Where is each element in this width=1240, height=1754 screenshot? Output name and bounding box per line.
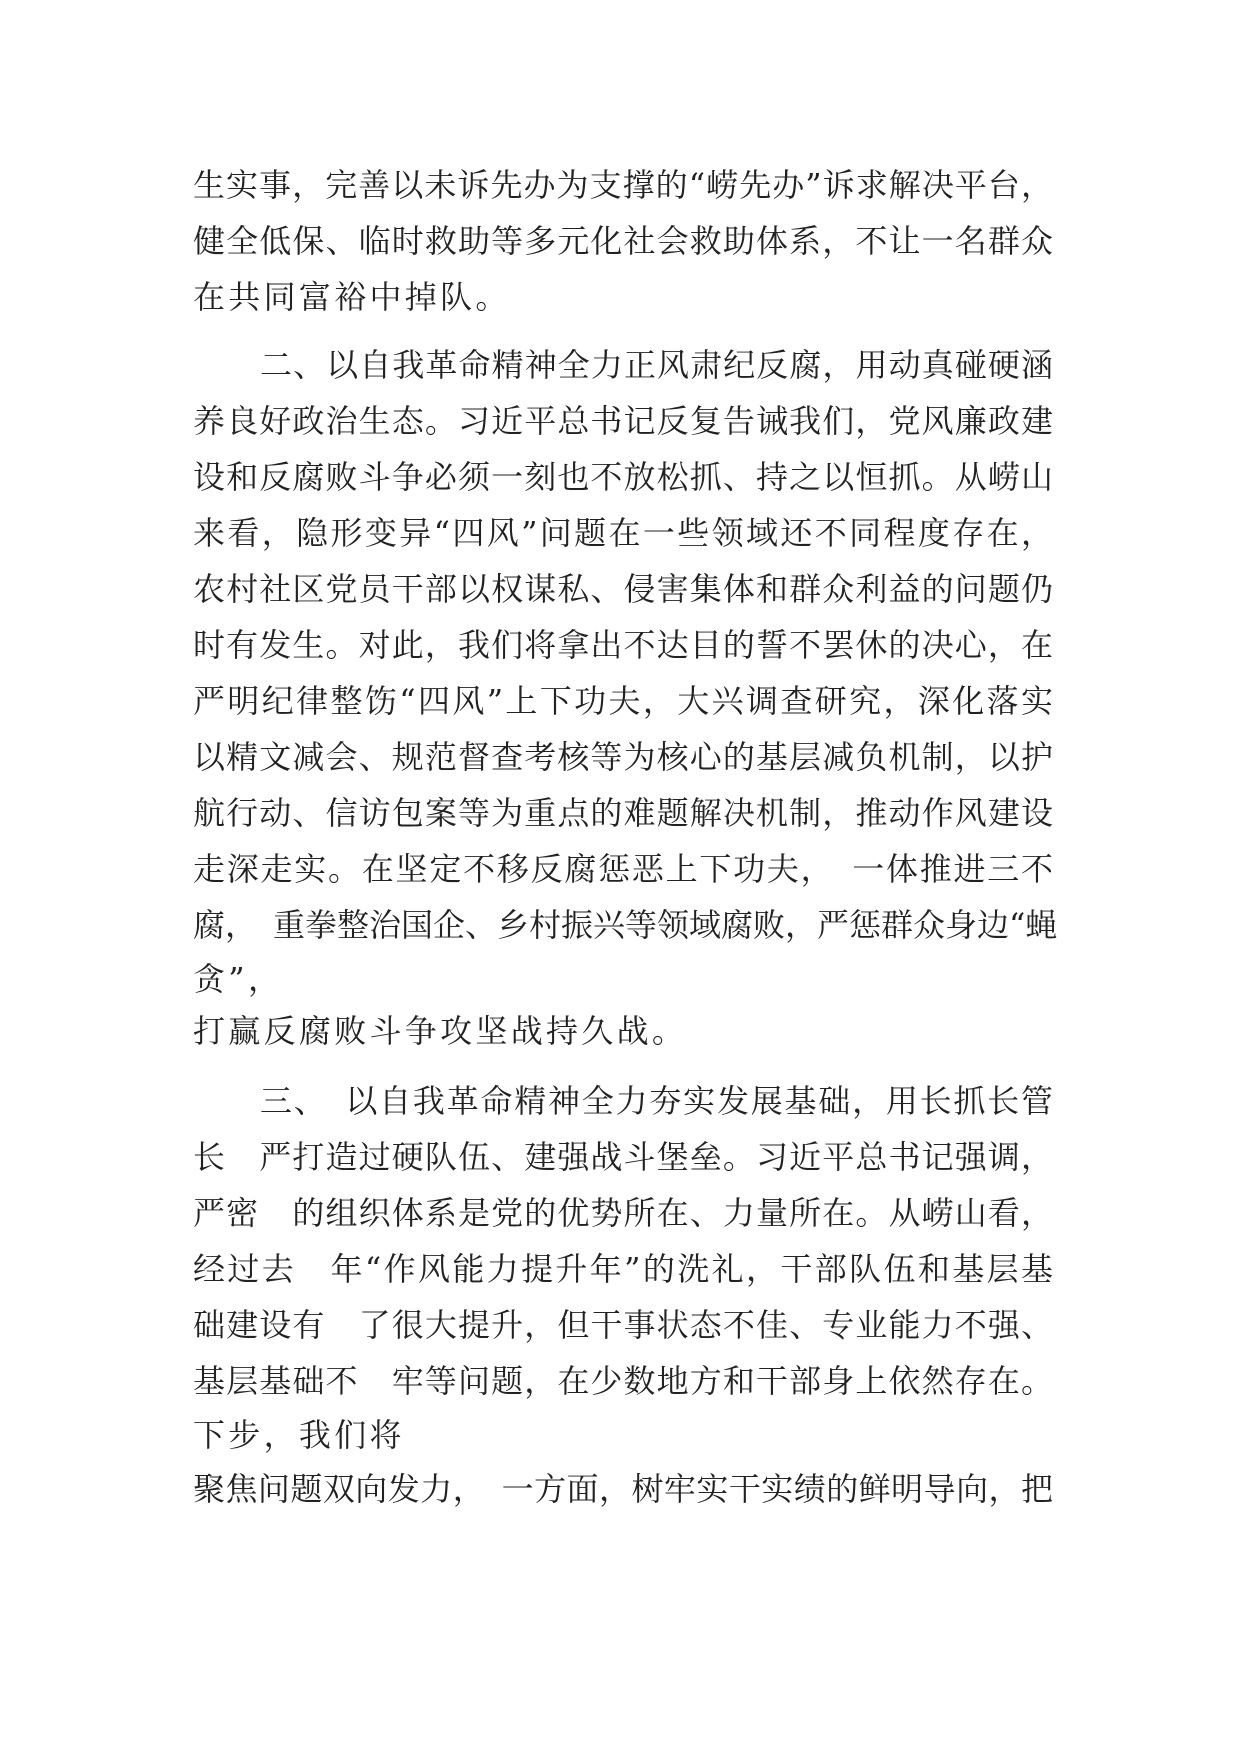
text-line: 设和反腐败斗争必须一刻也不放松抓、持之以恒抓。从崂山: [193, 458, 1053, 496]
text-line: 础建设有 了很大提升，但干事状态不佳、专业能力不强、: [193, 1306, 1053, 1344]
text-line: 打赢反腐败斗争攻坚战持久战。: [193, 1012, 688, 1050]
text-line: 生实事，完善以未诉先办为支撑的“崂先办”诉求解决平台，: [193, 166, 1053, 204]
text-line: 航行动、信访包案等为重点的难题解决机制，推动作风建设: [193, 794, 1053, 832]
text-line: 养良好政治生态。习近平总书记反复告诫我们，党风廉政建: [193, 402, 1053, 440]
text-line: 基层基础不 牢等问题，在少数地方和干部身上依然存在。: [193, 1362, 1053, 1400]
text-line: 贪”，: [193, 960, 284, 998]
text-line: 腐， 重拳整治国企、乡村振兴等领域腐败，严惩群众身边“蝇: [193, 906, 1058, 944]
section-heading: 三、 以自我革命精神全力夯实发展基础，用长抓长管: [260, 1082, 1053, 1120]
text-line: 严密 的组织体系是党的优势所在、力量所在。从崂山看，: [193, 1194, 1053, 1232]
text-line: 在共同富裕中掉队。: [193, 278, 511, 316]
text-line: 长 严打造过硬队伍、建强战斗堡垒。习近平总书记强调，: [193, 1138, 1053, 1176]
text-line: 来看，隐形变异“四风”问题在一些领域还不同程度存在，: [193, 514, 1053, 552]
text-line: 聚焦问题双向发力， 一方面，树牢实干实绩的鲜明导向，把: [193, 1470, 1053, 1508]
section-heading: 二、以自我革命精神全力正风肃纪反腐，用动真碰硬涵: [260, 346, 1053, 384]
text-line: 下步，我们将: [193, 1416, 405, 1454]
text-line: 严明纪律整饬“四风”上下功夫，大兴调查研究，深化落实: [193, 682, 1053, 720]
text-line: 时有发生。对此，我们将拿出不达目的誓不罢休的决心，在: [193, 626, 1053, 664]
text-line: 健全低保、临时救助等多元化社会救助体系，不让一名群众: [193, 222, 1053, 260]
text-line: 农村社区党员干部以权谋私、侵害集体和群众利益的问题仍: [193, 570, 1053, 608]
text-line: 走深走实。在坚定不移反腐惩恶上下功夫， 一体推进三不: [193, 850, 1053, 888]
text-line: 以精文减会、规范督查考核等为核心的基层减负机制，以护: [193, 738, 1053, 776]
text-line: 经过去 年“作风能力提升年”的洗礼，干部队伍和基层基: [193, 1250, 1053, 1288]
